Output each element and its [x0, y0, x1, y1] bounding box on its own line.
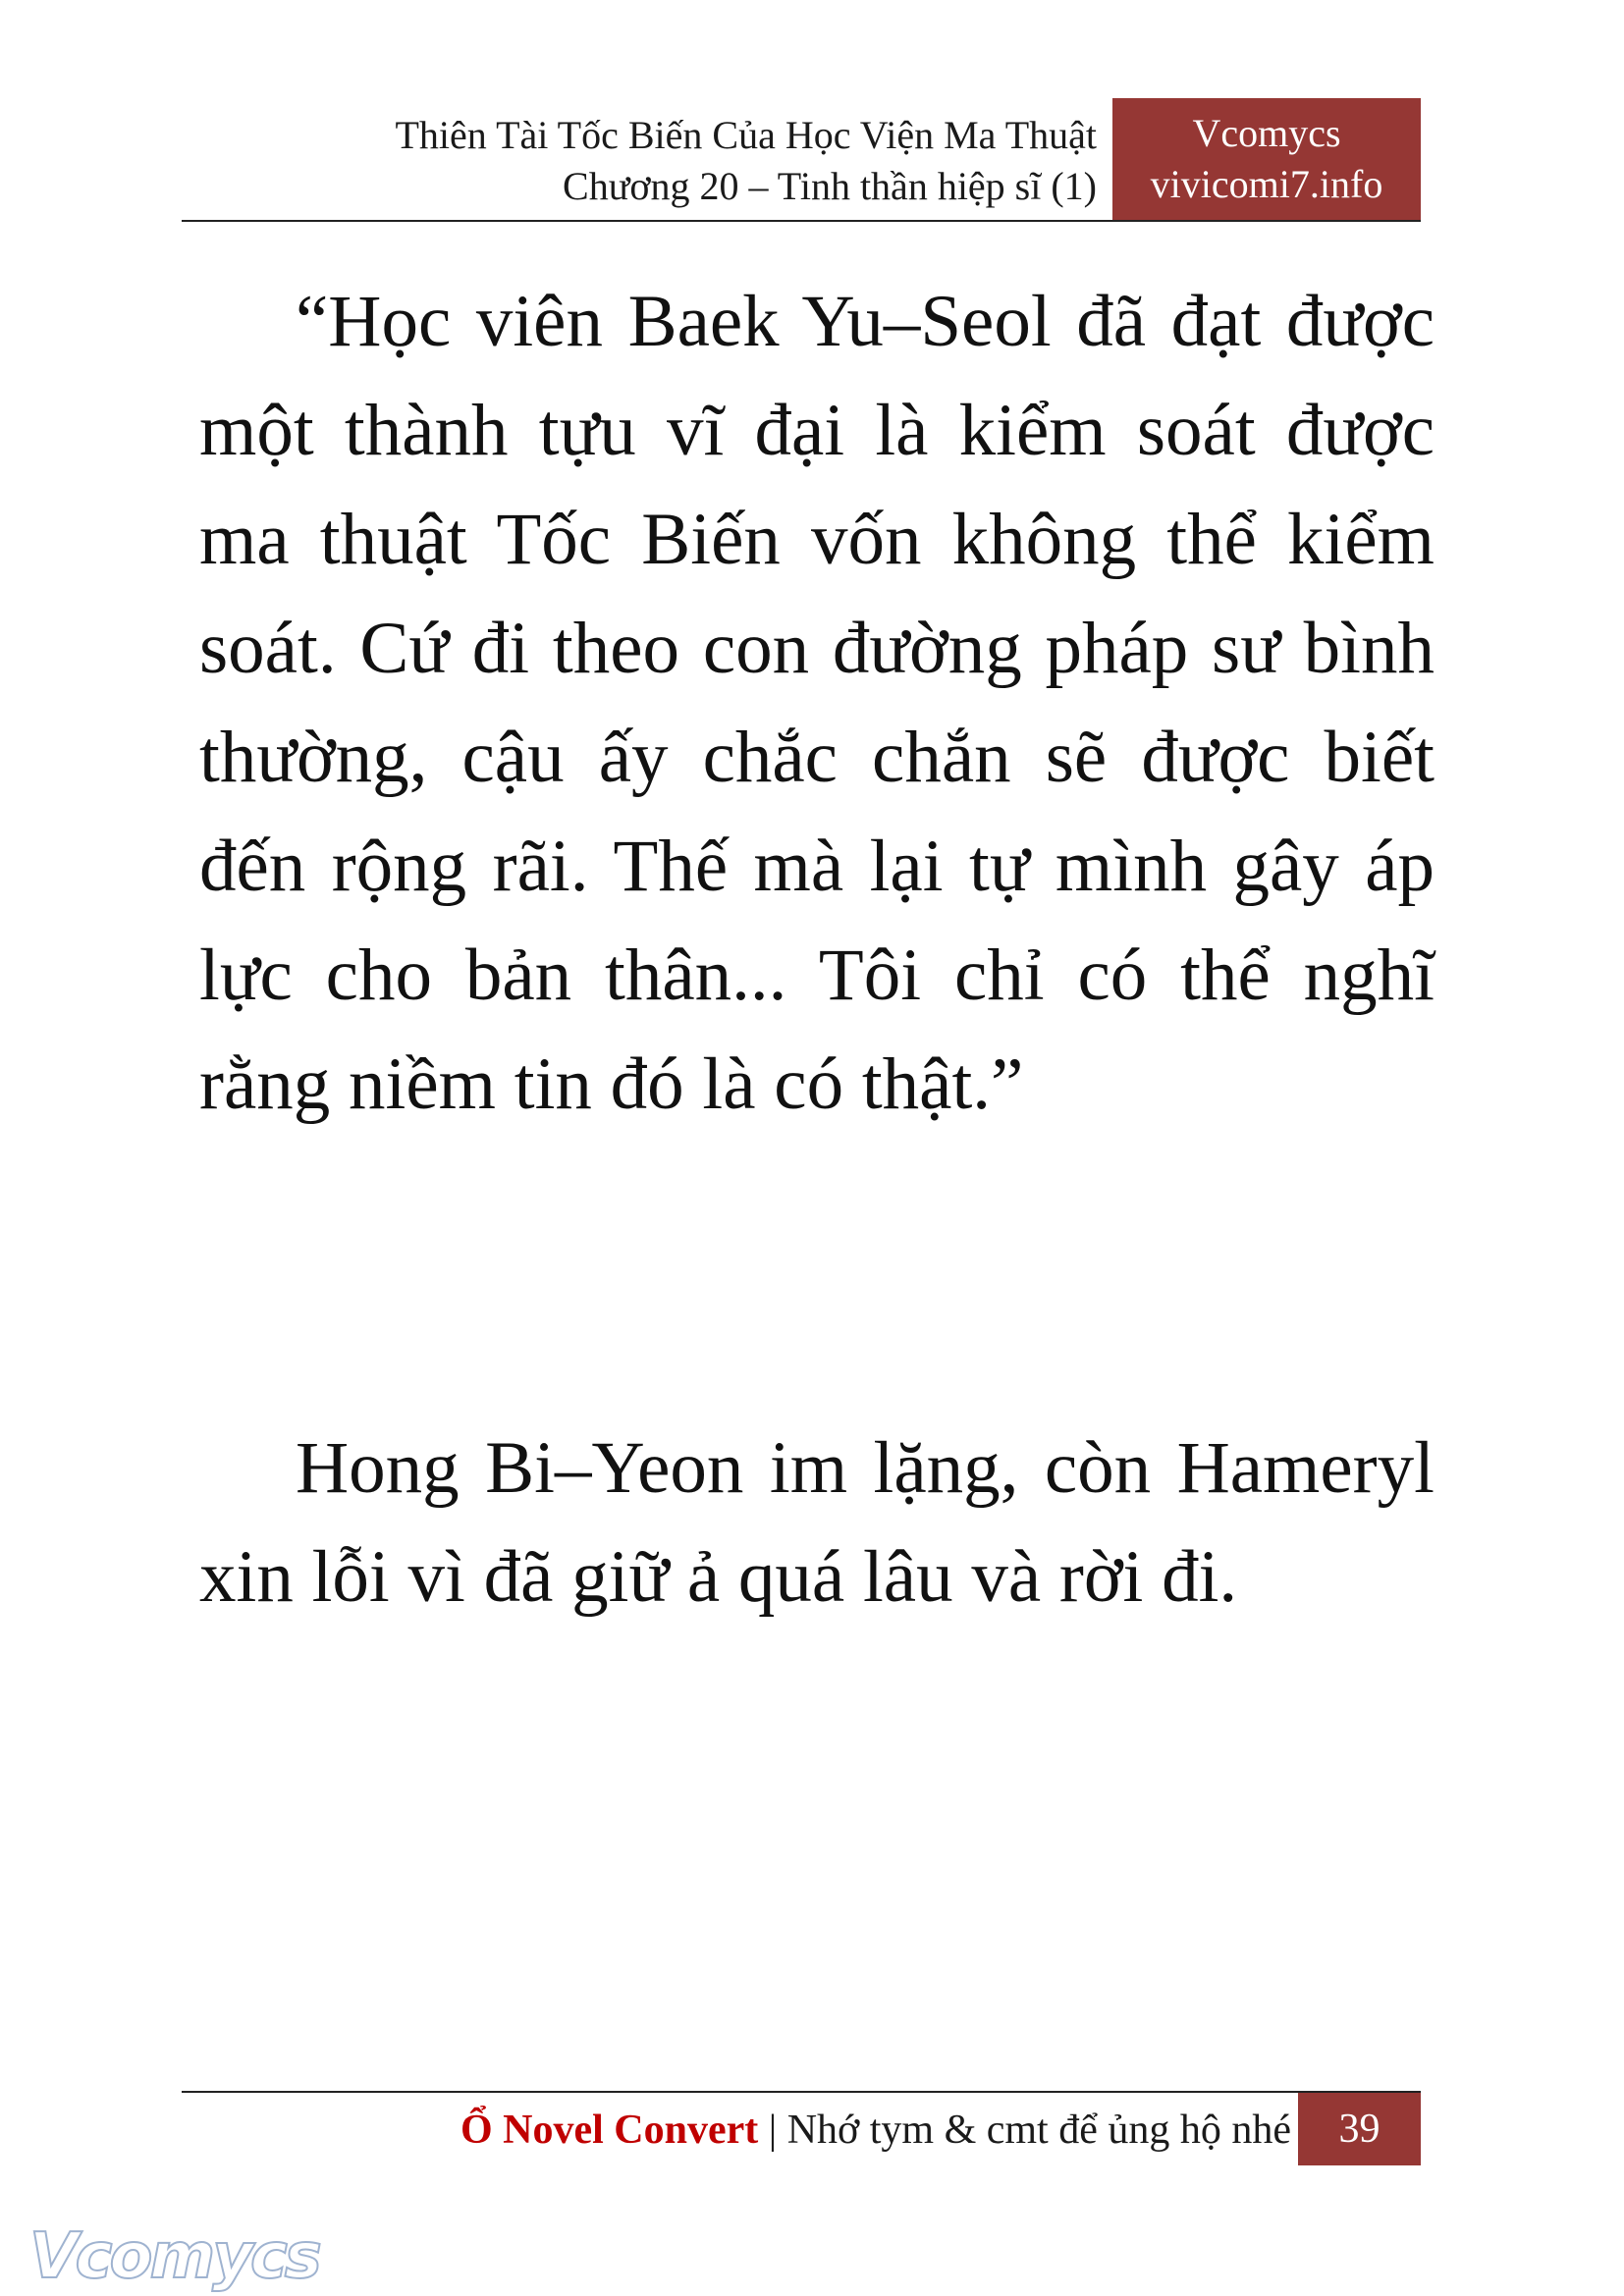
book-title: Thiên Tài Tốc Biến Của Học Viện Ma Thuật — [395, 113, 1097, 157]
header-brand-box — [1112, 98, 1421, 220]
footer-brand: Ổ Novel Convert — [460, 2108, 759, 2153]
footer-separator: | — [758, 2108, 787, 2153]
body-paragraph-2-container — [199, 1414, 1435, 1631]
body-paragraph: Hong Bi–Yeon im lặng, còn Hameryl xin lỗi vì đã giữ ả quá lâu và rời đi. — [199, 1427, 1435, 1618]
page-header — [182, 98, 1421, 222]
watermark-logo: Vcomycs — [29, 2220, 319, 2293]
brand-site: vivicomi7.info — [1150, 162, 1383, 206]
footer-note: Nhớ tym & cmt để ủng hộ nhé — [786, 2108, 1291, 2153]
brand-name: Vcomycs — [1192, 111, 1341, 155]
header-titles — [396, 110, 1098, 212]
page-number: 39 — [1298, 2093, 1421, 2165]
body-paragraph: “Học viên Baek Yu–Seol đã đạt được một thành tựu vĩ đại là kiểm soát được ma thuật Tốc Biến vốn không thể kiểm soát. Cứ đi theo con đường pháp sư bình thường, cậu ấy chắc chắn sẽ được biết đến rộng rãi. Thế mà lại tự mình gây áp lực cho bản thân... Tôi chỉ có thể nghĩ rằng niềm tin đó là có thật.” — [199, 281, 1435, 1125]
page-footer — [182, 2091, 1421, 2165]
chapter-title: Chương 20 – Tinh thần hiệp sĩ (1) — [563, 164, 1097, 208]
body-paragraph-1-container — [199, 267, 1435, 1139]
footer-text — [460, 2105, 1291, 2156]
